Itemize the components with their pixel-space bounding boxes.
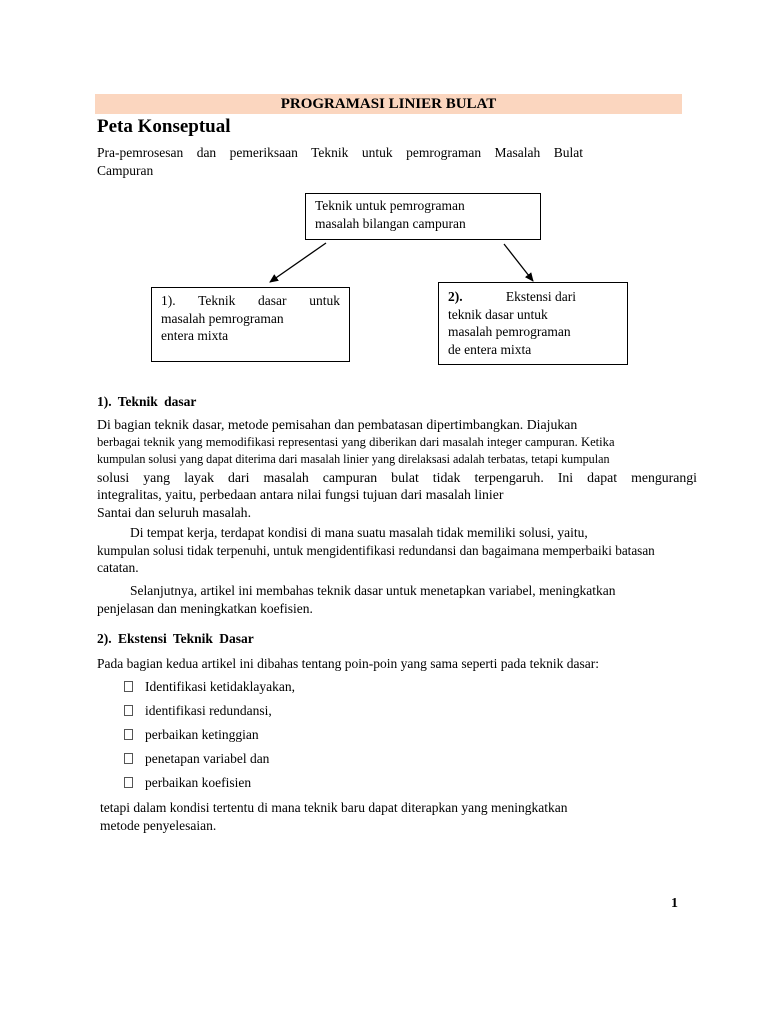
- section1-heading: 1). Teknik dasar: [97, 394, 197, 409]
- section1-paragraph2: Di tempat kerja, terdapat kondisi di mana suatu masalah tidak memiliki solusi, yaitu, kumpulan solusi tidak terpenuhi, untuk mengidentifikasi redundansi dan bagaimana memperbaiki batasan catatan.: [97, 525, 655, 575]
- diagram-right-box: 2). Ekstensi dari teknik dasar untuk masalah pemrograman de entera mixta: [438, 282, 628, 365]
- concept-map-heading: Peta Konseptual: [97, 116, 231, 137]
- bullet-box-icon: [124, 681, 133, 692]
- page-number: 1: [671, 896, 678, 911]
- bullet-box-icon: [124, 753, 133, 764]
- section1-paragraph3: Selanjutnya, artikel ini membahas teknik dasar untuk menetapkan variabel, meningkatkan penjelasan dan meningkatkan koefisien.: [97, 583, 616, 616]
- section1-paragraph1: Di bagian teknik dasar, metode pemisahan dan pembatasan dipertimbangkan. Diajukan berbagai teknik yang memodifikasi representasi yang diberikan dari masalah integer campuran. Ketika kumpulan solusi yang dapat diterima dari masalah linier yang direlaksasi adalah terbatas, tetapi kumpulan solusi yang layak dari masalah campuran bulat tidak terpengaruh. Ini dapat mengurangi integralitas, yaitu, perbedaan antara nilai fungsi tujuan dari masalah linier Santai dan seluruh masalah.: [97, 417, 697, 520]
- list-item: penetapan variabel dan: [124, 750, 269, 767]
- arrow-right: [504, 244, 533, 281]
- bullet-box-icon: [124, 729, 133, 740]
- diagram-top-box: Teknik untuk pemrograman masalah bilangan campuran: [305, 193, 541, 240]
- list-item: Identifikasi ketidaklayakan,: [124, 678, 295, 695]
- section2-heading: 2). Ekstensi Teknik Dasar: [97, 631, 254, 646]
- document-title: PROGRAMASI LINIER BULAT: [280, 96, 497, 112]
- diagram-left-box: 1). Teknik dasar untuk masalah pemrograman entera mixta: [151, 287, 350, 362]
- arrow-left: [270, 243, 326, 282]
- bullet-box-icon: [124, 705, 133, 716]
- list-item: perbaikan ketinggian: [124, 726, 259, 743]
- list-item: identifikasi redundansi,: [124, 702, 272, 719]
- list-item: perbaikan koefisien: [124, 774, 251, 791]
- section2-intro: Pada bagian kedua artikel ini dibahas tentang poin-poin yang sama seperti pada teknik dasar:: [97, 656, 599, 671]
- bullet-box-icon: [124, 777, 133, 788]
- section2-closing: tetapi dalam kondisi tertentu di mana teknik baru dapat diterapkan yang meningkatkan metode penyelesaian.: [100, 800, 568, 833]
- diagram-arrows: [0, 0, 768, 400]
- intro-paragraph: Pra-pemrosesan dan pemeriksaan Teknik untuk pemrograman Masalah Bulat Campuran: [97, 145, 583, 178]
